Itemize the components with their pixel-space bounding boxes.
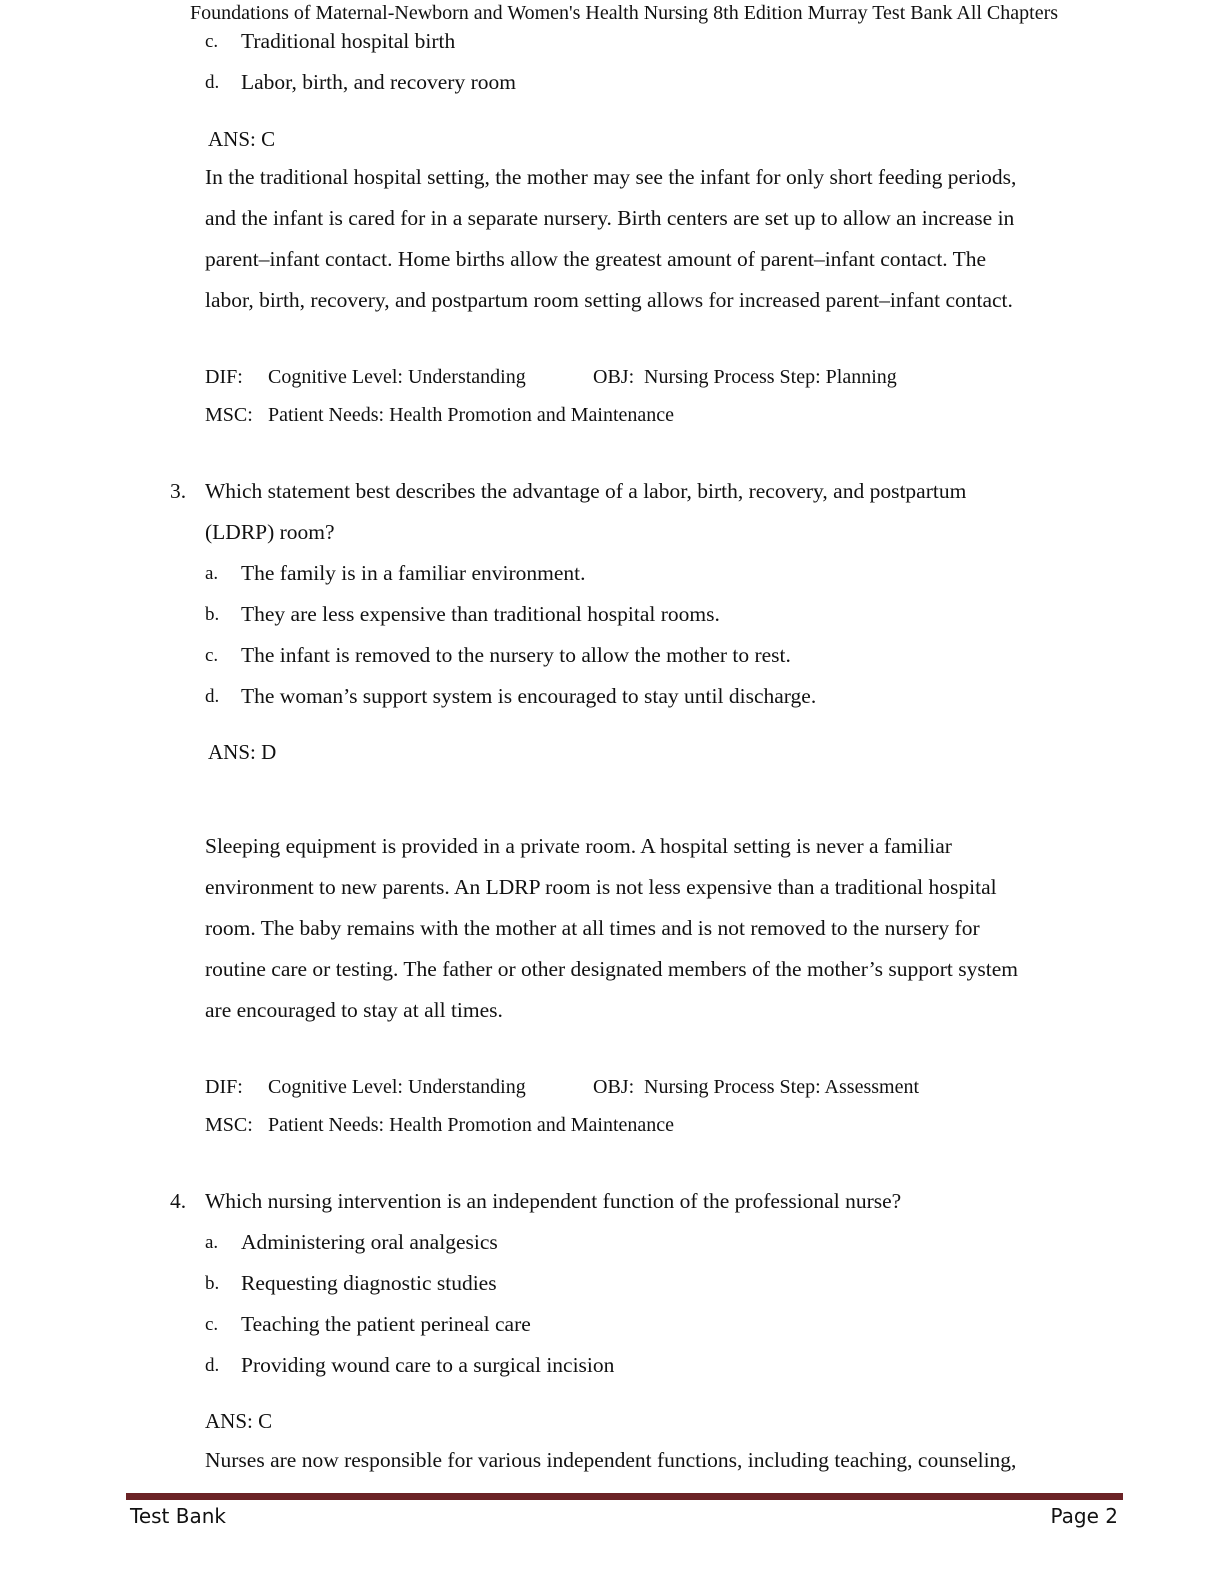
option-letter: c.: [205, 1314, 219, 1335]
rationale-line: are encouraged to stay at all times.: [205, 998, 503, 1022]
option-text: Requesting diagnostic studies: [241, 1271, 497, 1295]
msc-label: MSC:: [205, 404, 253, 426]
rationale-line: Sleeping equipment is provided in a private room. A hospital setting is never a familiar: [205, 834, 952, 858]
page-header-title: Foundations of Maternal-Newborn and Women's Health Nursing 8th Edition Murray Test Bank All Chapters: [189, 2, 1059, 24]
option-letter: b.: [205, 1273, 220, 1294]
answer-key: ANS: D: [208, 740, 277, 764]
question-text: Which nursing intervention is an independent function of the professional nurse?: [205, 1189, 902, 1213]
rationale-line: room. The baby remains with the mother at all times and is not removed to the nursery for: [205, 916, 980, 940]
dif-value: Cognitive Level: Understanding: [268, 1076, 526, 1098]
option-text: Administering oral analgesics: [241, 1230, 498, 1254]
rationale-paragraph: [205, 157, 1016, 321]
option-text: They are less expensive than traditional hospital rooms.: [241, 602, 720, 626]
option-letter: b.: [205, 604, 220, 625]
option-letter: c.: [205, 645, 219, 666]
rationale-line: and the infant is cared for in a separate nursery. Birth centers are set up to allow an increase in: [205, 206, 1015, 230]
footer-divider: [126, 1493, 1123, 1500]
dif-label: DIF:: [205, 1076, 243, 1098]
obj-label: OBJ:: [593, 366, 635, 388]
option-letter: d.: [205, 72, 220, 93]
option-letter: c.: [205, 31, 219, 52]
rationale-line: Nurses are now responsible for various independent functions, including teaching, counseling,: [205, 1448, 1017, 1472]
obj-label: OBJ:: [593, 1076, 635, 1098]
rationale-paragraph: [205, 826, 1018, 1031]
obj-value: Nursing Process Step: Assessment: [644, 1076, 919, 1098]
option-text: Labor, birth, and recovery room: [241, 70, 516, 94]
option-text: The family is in a familiar environment.: [241, 561, 586, 585]
rationale-line: labor, birth, recovery, and postpartum room setting allows for increased parent–infant contact.: [205, 288, 1013, 312]
question-text-line: Which statement best describes the advantage of a labor, birth, recovery, and postpartum: [205, 479, 967, 503]
rationale-line: In the traditional hospital setting, the mother may see the infant for only short feeding periods,: [205, 165, 1017, 189]
option-letter: d.: [205, 1355, 220, 1376]
option-text: Traditional hospital birth: [241, 29, 456, 53]
msc-value: Patient Needs: Health Promotion and Maintenance: [268, 1114, 675, 1136]
question-number: 3.: [170, 479, 187, 503]
option-text: Providing wound care to a surgical incision: [241, 1353, 615, 1377]
msc-value: Patient Needs: Health Promotion and Maintenance: [268, 404, 675, 426]
answer-key: ANS: C: [205, 1409, 273, 1433]
answer-key: ANS: C: [208, 127, 276, 151]
dif-label: DIF:: [205, 366, 243, 388]
option-text: The woman’s support system is encouraged to stay until discharge.: [241, 684, 817, 708]
option-letter: a.: [205, 563, 219, 584]
obj-value: Nursing Process Step: Planning: [644, 366, 897, 388]
dif-value: Cognitive Level: Understanding: [268, 366, 526, 388]
option-text: Teaching the patient perineal care: [241, 1312, 531, 1336]
rationale-paragraph: [205, 1440, 1016, 1481]
question-text-line: (LDRP) room?: [205, 520, 335, 544]
option-letter: d.: [205, 686, 220, 707]
footer-left-label: Test Bank: [130, 1504, 226, 1528]
option-text: The infant is removed to the nursery to allow the mother to rest.: [241, 643, 791, 667]
question-number: 4.: [170, 1189, 187, 1213]
footer-page-number: Page 2: [1050, 1504, 1118, 1528]
option-letter: a.: [205, 1232, 219, 1253]
rationale-line: environment to new parents. An LDRP room is not less expensive than a traditional hospital: [205, 875, 997, 899]
rationale-line: routine care or testing. The father or other designated members of the mother’s support system: [205, 957, 1018, 981]
rationale-line: parent–infant contact. Home births allow the greatest amount of parent–infant contact. The: [205, 247, 987, 271]
msc-label: MSC:: [205, 1114, 253, 1136]
